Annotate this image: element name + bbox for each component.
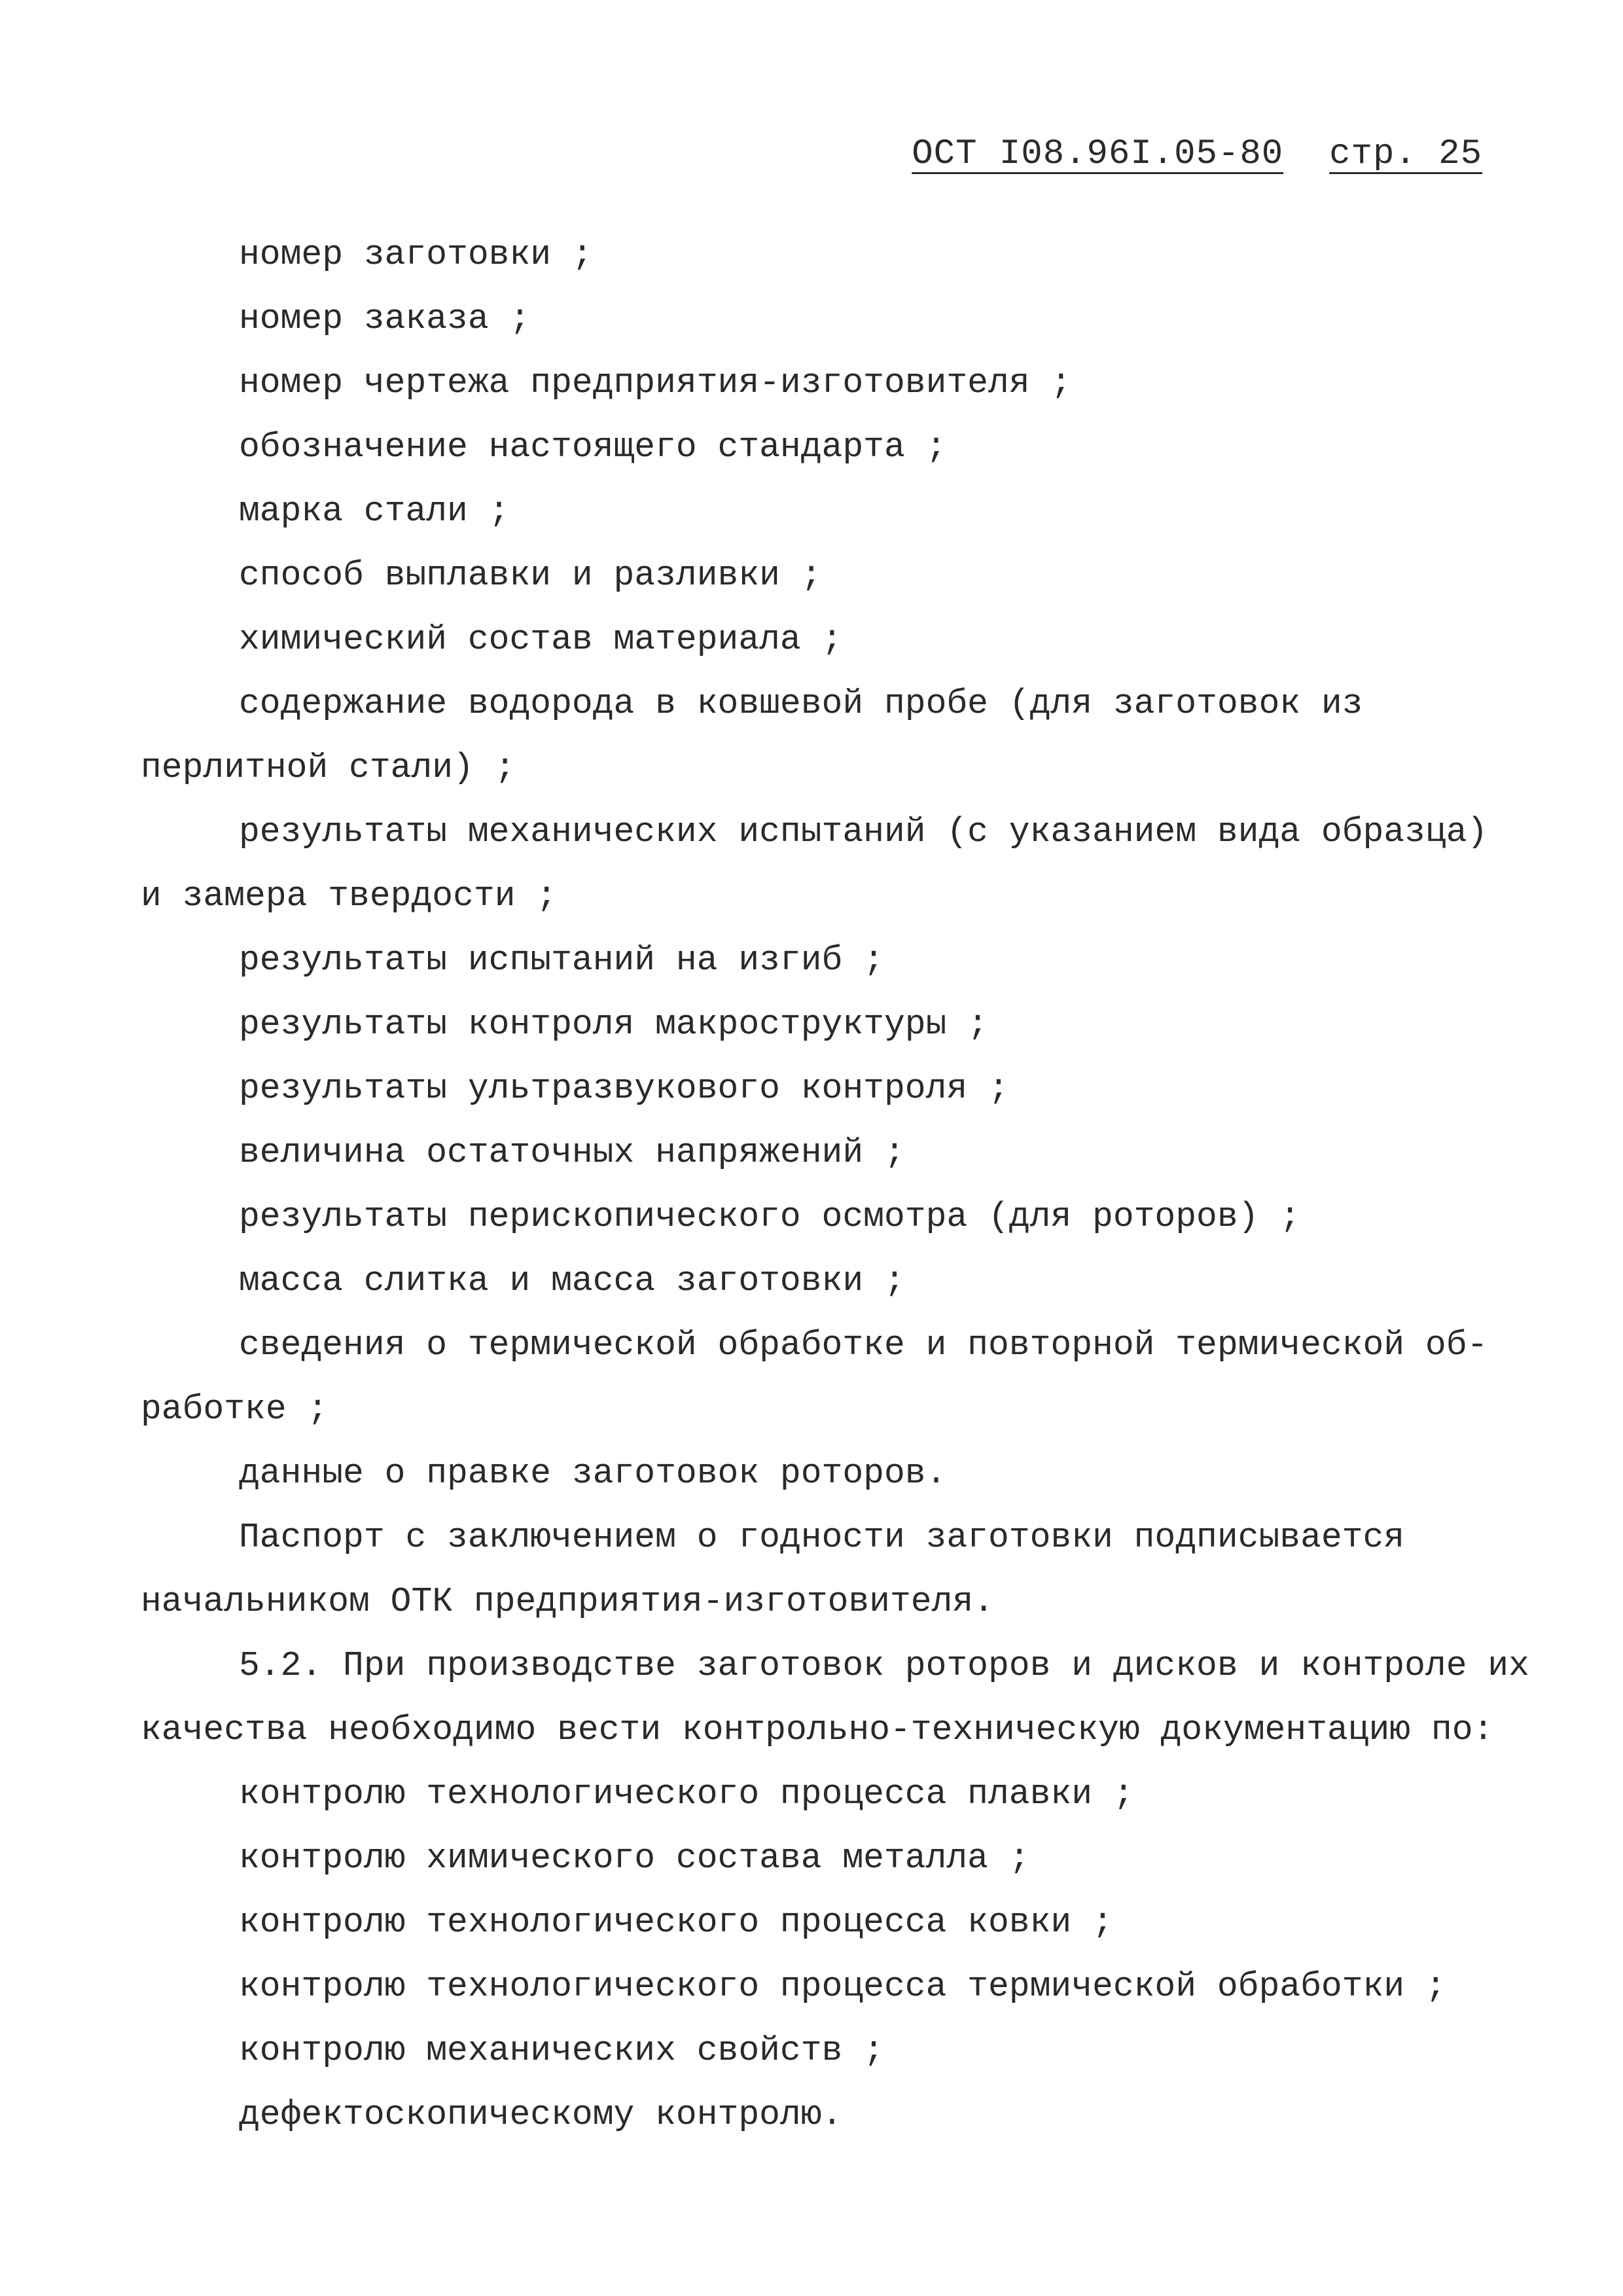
text-line: перлитной стали) ; bbox=[141, 748, 516, 787]
text-line: и замера твердости ; bbox=[141, 876, 558, 916]
text-line: результаты ультразвукового контроля ; bbox=[239, 1069, 1009, 1108]
text-line: результаты механических испытаний (с указанием вида образца) bbox=[239, 812, 1488, 852]
text-line: величина остаточных напряжений ; bbox=[239, 1133, 905, 1172]
page-number: стр. 25 bbox=[1329, 134, 1482, 174]
text-line: дефектоскопическому контролю. bbox=[239, 2095, 843, 2134]
text-line: результаты перископического осмотра (для роторов) ; bbox=[239, 1197, 1301, 1236]
text-line: контролю технологического процесса ковки ; bbox=[239, 1903, 1113, 1942]
text-line: контролю химического состава металла ; bbox=[239, 1839, 1030, 1878]
document-code: ОСТ I08.96I.05-80 bbox=[912, 134, 1284, 174]
text-line: обозначение настоящего стандарта ; bbox=[239, 427, 947, 467]
text-line: номер заказа ; bbox=[239, 299, 531, 338]
text-line: результаты испытаний на изгиб ; bbox=[239, 941, 884, 980]
text-line: 5.2. При производстве заготовок роторов и дисков и контроле их bbox=[239, 1646, 1529, 1685]
text-line: результаты контроля макроструктуры ; bbox=[239, 1005, 988, 1044]
text-line: способ выплавки и разливки ; bbox=[239, 556, 822, 595]
text-line: Паспорт с заключением о годности заготовки подписывается bbox=[239, 1518, 1405, 1557]
text-line: контролю технологического процесса термической обработки ; bbox=[239, 1967, 1446, 2006]
text-line: контролю технологического процесса плавки ; bbox=[239, 1774, 1134, 1814]
text-line: начальником ОТК предприятия-изготовителя. bbox=[141, 1582, 995, 1621]
text-line: содержание водорода в ковшевой пробе (для заготовок из bbox=[239, 684, 1363, 723]
text-line: работке ; bbox=[141, 1390, 329, 1429]
text-line: марка стали ; bbox=[239, 492, 510, 531]
text-line: данные о правке заготовок роторов. bbox=[239, 1454, 947, 1493]
page-header bbox=[912, 134, 1482, 174]
text-line: контролю механических свойств ; bbox=[239, 2031, 884, 2070]
text-line: номер чертежа предприятия-изготовителя ; bbox=[239, 363, 1072, 403]
document-body bbox=[141, 223, 1529, 2147]
text-line: качества необходимо вести контрольно-техническую документацию по: bbox=[141, 1710, 1494, 1749]
text-line: масса слитка и масса заготовки ; bbox=[239, 1261, 905, 1300]
text-line: номер заготовки ; bbox=[239, 235, 593, 274]
text-line: химический состав материала ; bbox=[239, 620, 843, 659]
text-line: сведения о термической обработке и повторной термической об- bbox=[239, 1325, 1488, 1365]
